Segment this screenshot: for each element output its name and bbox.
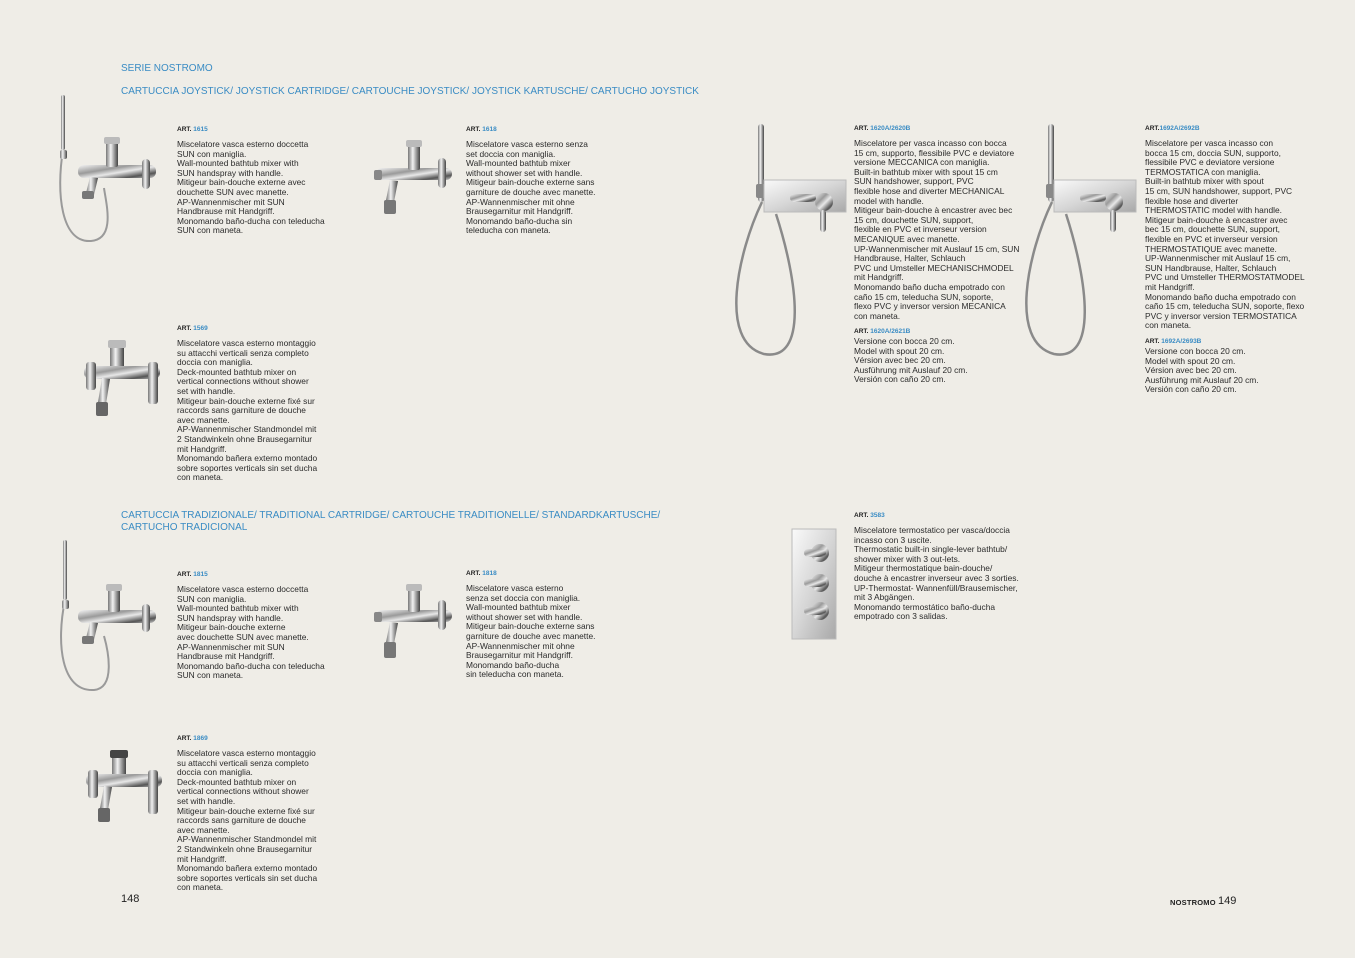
series-title: SERIE NOSTROMO <box>121 63 213 74</box>
art-1620A-description: Miscelatore per vasca incasso con bocca 15 cm, supporto, flessibile PVC e deviatore versione MECCANICA con maniglia. Built-in bathtub mixer with spout 15 cm SUN handshower, support, PVC flexible hose and diverter MECHANICAL model with handle. Mitigeur bain-douche à encastrer avec bec 15 cm, douchette SUN, support, flexible en PVC et inverseur version MECANIQUE avec manette. UP-Wannenmischer mit Auslauf 15 cm, SUN Handbrause, Halter, Schlauch PVC und Umsteller MECHANISCHMODEL mit Handgriff. Monomando baño ducha empotrado con caño 15 cm, teleducha SUN, soporte, flexo PVC y inversor version MECANICA con maneta. <box>854 138 1020 321</box>
art-1620A-2621B-label: ART. 1620A/2621B <box>854 328 911 335</box>
product-image-1569 <box>82 340 164 420</box>
art-1620A-label: ART. 1620A/2620B <box>854 125 911 132</box>
product-image-1618 <box>372 140 456 222</box>
product-image-1818 <box>372 584 456 664</box>
art-1815-label: ART. 1815 <box>177 571 208 578</box>
art-1618-description: Miscelatore vasca esterno senza set doccia con maniglia. Wall-mounted bathtub mixer without shower set with handle. Mitigeur bain-douche externe sans garniture de douche avec manette. AP-Wannenmischer mit ohne Brausegarnitur mit Handgriff. Monomando baño-ducha sin teleducha con maneta. <box>466 139 596 236</box>
art-1615-label: ART. 1615 <box>177 126 208 133</box>
product-image-1620A <box>728 122 848 358</box>
art-1569-label: ART. 1569 <box>177 325 208 332</box>
brand-name: NOSTROMO <box>1170 898 1216 907</box>
art-1692A-2693B-label: ART. 1692A/2693B <box>1145 338 1202 345</box>
art-1569-description: Miscelatore vasca esterno montaggio su attacchi verticali senza completo doccia con maniglia. Deck-mounted bathtub mixer on vertical connections without shower set with handle. Mitigeur bain-douche externe fixé sur raccords sans garniture de douche avec manette. AP-Wannenmischer Standmondel mit 2 Standwinkeln ohne Brausegarnitur mit Handgriff. Monomando bañera externo montado sobre soportes verticals sin set ducha con maneta. <box>177 338 318 483</box>
art-1692A-label: ART.1692A/2692B <box>1145 125 1200 132</box>
product-image-1869 <box>84 750 166 826</box>
art-3583-description: Miscelatore termostatico per vasca/doccia incasso con 3 uscite. Thermostatic built-in single-lever bathtub/ shower mixer with 3 out-lets. Mitigeur thermostatique bain-douche/ douche à encastrer inverseur avec 3 sorties. UP-Thermostat- Wannenfüll/Brausemischer, mit 3 Abgängen. Monomando termostático baño-ducha empotrado con 3 salidas. <box>854 525 1019 622</box>
product-image-3583 <box>790 527 840 643</box>
art-1818-description: Miscelatore vasca esterno senza set doccia con maniglia. Wall-mounted bathtub mixer without shower set with handle. Mitigeur bain-douche externe sans garniture de douche avec manette. AP-Wannenmischer mit ohne Brausegarnitur mit Handgriff. Monomando baño-ducha sin teleducha con maneta. <box>466 583 596 680</box>
product-image-1692A <box>1018 122 1138 358</box>
art-3583-label: ART. 3583 <box>854 512 885 519</box>
art-1620A-2621B-description: Versione con bocca 20 cm. Model with spout 20 cm. Vérsion avec bec 20 cm. Ausführung mit Auslauf 20 cm. Versión con caño 20 cm. <box>854 336 968 385</box>
product-image-1615 <box>56 93 156 245</box>
traditional-heading-line1: CARTUCCIA TRADIZIONALE/ TRADITIONAL CARTRIDGE/ CARTOUCHE TRADITIONELLE/ STANDARDKARTUSCHE/ <box>121 510 661 521</box>
right-page-number: 149 <box>1218 895 1237 907</box>
art-1615-description: Miscelatore vasca esterno doccetta SUN con maniglia. Wall-mounted bathtub mixer with SUN handspray with handle. Mitigeur bain-douche externe avec douchette SUN avec manette. AP-Wannenmischer mit SUN Handbrause mit Handgriff. Monomando baño-ducha con teleducha SUN con maneta. <box>177 139 325 236</box>
joystick-heading: CARTUCCIA JOYSTICK/ JOYSTICK CARTRIDGE/ CARTOUCHE JOYSTICK/ JOYSTICK KARTUSCHE/ CARTUCHO JOYSTICK <box>121 86 699 97</box>
art-1815-description: Miscelatore vasca esterno doccetta SUN con maniglia. Wall-mounted bathtub mixer with SUN handspray with handle. Mitigeur bain-douche externe avec douchette SUN avec manette. AP-Wannenmischer mit SUN Handbrause mit Handgriff. Monomando baño-ducha con teleducha SUN con maneta. <box>177 584 325 681</box>
traditional-heading-line2: CARTUCHO TRADICIONAL <box>121 522 248 533</box>
product-image-1815 <box>56 538 156 694</box>
art-1618-label: ART. 1618 <box>466 126 497 133</box>
art-1692A-description: Miscelatore per vasca incasso con bocca 15 cm, doccia SUN, supporto, flessibile PVC e deviatore versione TERMOSTATICA con maniglia. Built-in bathtub mixer with spout 15 cm, SUN handshower, support, PVC flexible hose and diverter THERMOSTATIC model with handle. Mitigeur bain-douche à encastrer avec bec 15 cm, douchette SUN, support, flexible en PVC et inverseur version THERMOSTATIQUE avec manette. UP-Wannenmischer mit Auslauf 15 cm, SUN Handbrause, Halter, Schlauch PVC und Umsteller THERMOSTATMODEL mit Handgriff. Monomando baño ducha empotrado con caño 15 cm, teleducha SUN, soporte, flexo PVC y inversor version TERMOSTATICA con maneta. <box>1145 138 1305 331</box>
art-1692A-2693B-description: Versione con bocca 20 cm. Model with spout 20 cm. Vérsion avec bec 20 cm. Ausführung mit Auslauf 20 cm. Versión con caño 20 cm. <box>1145 346 1259 395</box>
art-1818-label: ART. 1818 <box>466 570 497 577</box>
left-page-number: 148 <box>121 893 140 905</box>
art-1869-description: Miscelatore vasca esterno montaggio su attacchi verticali senza completo doccia con maniglia. Deck-mounted bathtub mixer on vertical connections without shower set with handle. Mitigeur bain-douche externe fixé sur raccords sans garniture de douche avec manette. AP-Wannenmischer Standmondel mit 2 Standwinkeln ohne Brausegarnitur mit Handgriff. Monomando bañera externo montado sobre soportes verticals sin set ducha con maneta. <box>177 748 318 893</box>
art-1869-label: ART. 1869 <box>177 735 208 742</box>
